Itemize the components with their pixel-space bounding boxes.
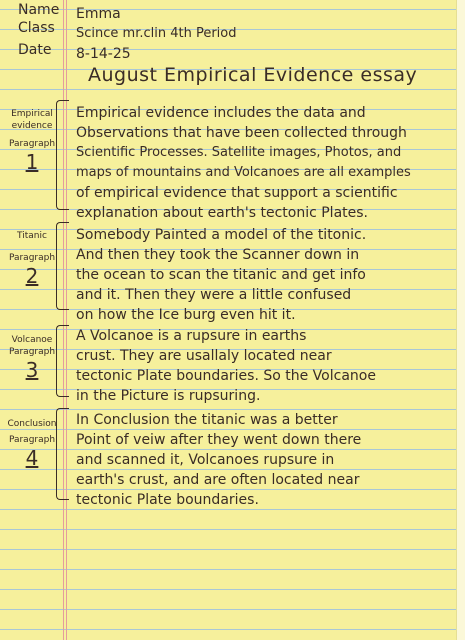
text-line: In Conclusion the titanic was a better xyxy=(76,412,338,428)
side-label-4 xyxy=(2,418,62,470)
bracket xyxy=(56,325,69,397)
margin-line xyxy=(63,0,64,640)
text-line: maps of mountains and Volcanoes are all examples xyxy=(76,165,411,180)
text-line: and it. Then they were a little confused xyxy=(76,287,352,303)
side-label-line: Volcanoe xyxy=(11,335,53,345)
side-label-1 xyxy=(2,108,62,174)
side-label-2 xyxy=(2,230,62,288)
class-value: Scince mr.clin 4th Period xyxy=(76,26,237,41)
side-label-line: Conclusion xyxy=(7,419,57,429)
bracket xyxy=(56,408,69,500)
paragraph-number: 4 xyxy=(25,446,39,470)
text-line: Empirical evidence includes the data and xyxy=(76,105,366,121)
text-line: on how the Ice burg even hit it. xyxy=(76,307,296,323)
class-label: Class xyxy=(18,20,55,36)
side-label-line: evidence xyxy=(11,121,53,131)
essay-title: August Empirical Evidence essay xyxy=(88,64,418,86)
margin-line xyxy=(66,0,67,640)
paper-edge xyxy=(456,0,465,640)
paragraph-1 xyxy=(76,103,446,223)
bracket xyxy=(56,100,69,210)
side-label-line: Paragraph xyxy=(8,139,56,149)
text-line: And then they took the Scanner down in xyxy=(76,247,360,263)
name-value: Emma xyxy=(76,6,121,22)
text-line: Observations that have been collected through xyxy=(76,125,407,141)
date-value: 8-14-25 xyxy=(76,46,131,62)
side-label-line: Paragraph xyxy=(8,253,56,263)
side-label-line: Paragraph xyxy=(8,435,56,445)
side-label-line: Empirical xyxy=(11,109,53,119)
text-line: explanation about earth's tectonic Plates. xyxy=(76,205,368,221)
text-line: Scientific Processes. Satellite images, Photos, and xyxy=(76,145,402,160)
name-label: Name xyxy=(18,2,60,18)
bracket xyxy=(56,222,69,310)
text-line: Point of veiw after they went down there xyxy=(76,432,362,448)
paragraph-number: 2 xyxy=(25,264,39,288)
date-label: Date xyxy=(18,42,52,58)
side-label-line: Titanic xyxy=(17,231,47,241)
paragraph-number: 1 xyxy=(25,150,39,174)
side-label-line: Paragraph xyxy=(8,347,56,357)
paragraph-3 xyxy=(76,326,446,406)
side-label-3 xyxy=(2,334,62,382)
paragraph-4 xyxy=(76,410,446,510)
text-line: crust. They are usallaly located near xyxy=(76,348,332,364)
text-line: Somebody Painted a model of the titonic. xyxy=(76,227,367,243)
text-line: of empirical evidence that support a scientific xyxy=(76,185,398,201)
text-line: in the Picture is rupsuring. xyxy=(76,388,261,404)
text-line: tectonic Plate boundaries. xyxy=(76,492,259,508)
text-line: A Volcanoe is a rupsure in earths xyxy=(76,328,307,344)
text-line: earth's crust, and are often located near xyxy=(76,472,360,488)
text-line: tectonic Plate boundaries. So the Volcanoe xyxy=(76,368,376,384)
text-line: the ocean to scan the titanic and get info xyxy=(76,267,366,283)
paragraph-2 xyxy=(76,225,446,325)
text-line: and scanned it, Volcanoes rupsure in xyxy=(76,452,335,468)
paragraph-number: 3 xyxy=(25,358,39,382)
